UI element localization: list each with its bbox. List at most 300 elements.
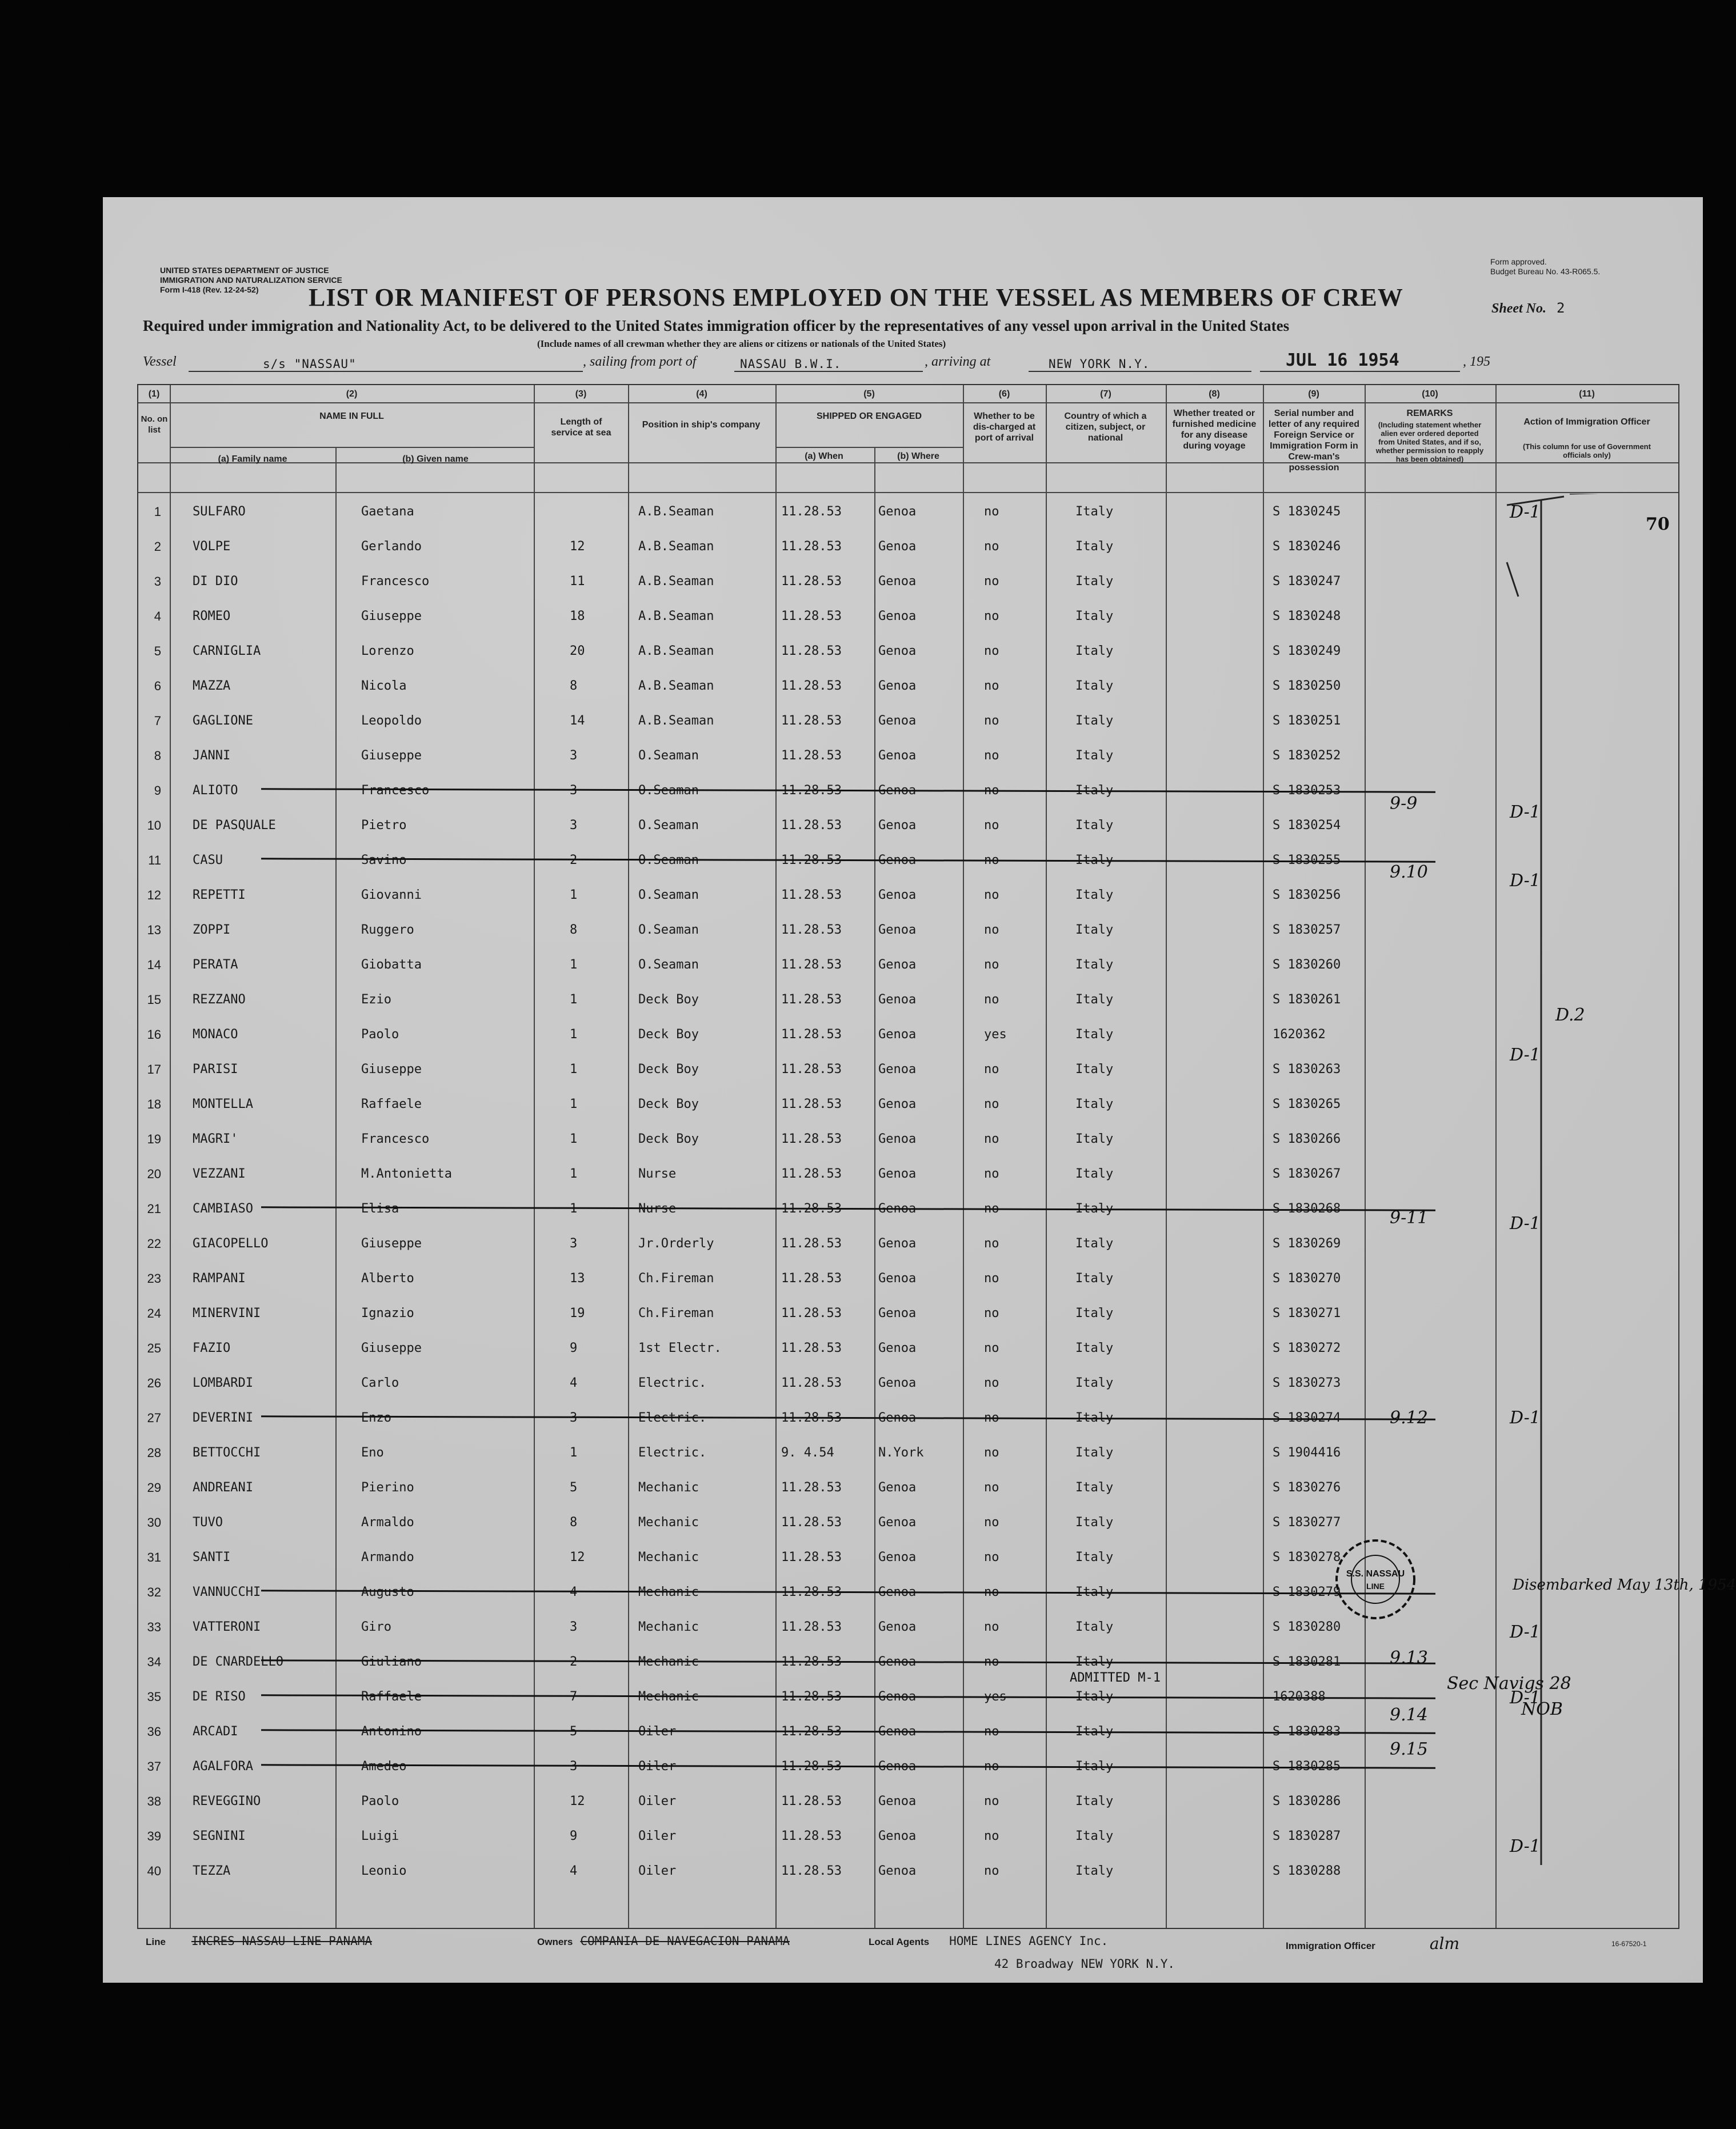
cell-when: 11.28.53 (781, 749, 842, 763)
cell-country: Italy (1075, 1864, 1114, 1878)
table-row (138, 1156, 1678, 1190)
cell-country: Italy (1075, 574, 1114, 589)
table-row (138, 1121, 1678, 1155)
cell-length: 1 (570, 1132, 578, 1146)
cell-given: Giovanni (361, 888, 422, 902)
strike-line (261, 1206, 1435, 1211)
cell-discharged: no (984, 574, 999, 589)
table-row (138, 912, 1678, 946)
sailing-port: NASSAU B.W.I. (740, 357, 842, 371)
cell-discharged: no (984, 609, 999, 623)
punch-hole (69, 1723, 98, 1752)
punch-hole (69, 811, 98, 841)
cell-where: Genoa (878, 888, 917, 902)
cell-discharged: no (984, 539, 999, 554)
cell-no: 24 (147, 1306, 161, 1320)
cell-given: Paolo (361, 1027, 399, 1042)
cell-family: SEGNINI (193, 1829, 246, 1843)
cell-given: Leopoldo (361, 714, 422, 728)
cell-position: Deck Boy (638, 1132, 699, 1146)
cell-country: Italy (1075, 1446, 1114, 1460)
cell-no: 16 (147, 1027, 161, 1042)
cell-when: 11.28.53 (781, 1376, 842, 1390)
cell-family: ARCADI (193, 1724, 238, 1739)
action-d1: D-1 (1510, 1045, 1541, 1065)
cell-country: Italy (1075, 1480, 1114, 1495)
cell-position: O.Seaman (638, 818, 699, 833)
cell-serial: S 1830248 (1273, 609, 1341, 623)
cell-serial: S 1830245 (1273, 505, 1341, 519)
action-d1: D-1 (1510, 1836, 1541, 1856)
cell-no: 40 (147, 1864, 161, 1878)
cell-discharged: no (984, 1550, 999, 1564)
cell-family: CARNIGLIA (193, 644, 261, 658)
cell-family: ZOPPI (193, 923, 231, 937)
cell-given: Gerlando (361, 539, 422, 554)
col-index-3: (3) (575, 389, 587, 399)
col-serial: Serial number and letter of any required Foreign Service or Immigration Form in Crew-man's possession (1268, 409, 1360, 473)
table-row (138, 1017, 1678, 1051)
cell-when: 11.28.53 (781, 923, 842, 937)
cell-no: 3 (154, 574, 161, 589)
cell-serial: S 1830254 (1273, 818, 1341, 833)
remark-row-9: 9-9 (1390, 794, 1418, 814)
table-row (138, 703, 1678, 737)
cell-given: Giuseppe (361, 749, 422, 763)
cell-no: 14 (147, 958, 161, 972)
cell-discharged: no (984, 1376, 999, 1390)
cell-where: Genoa (878, 1864, 917, 1878)
col-remarks-note: (Including statement whether alien ever ordered deported from United States, and if so, whether permission to reapply has been obtained) (1375, 421, 1484, 463)
cell-given: Francesco (361, 1132, 430, 1146)
cell-position: Oiler (638, 1829, 677, 1843)
cell-no: 36 (147, 1724, 161, 1739)
cell-discharged: no (984, 1271, 999, 1286)
cell-no: 23 (147, 1271, 161, 1286)
cell-position: Deck Boy (638, 1097, 699, 1111)
cell-discharged: no (984, 958, 999, 972)
col-index-8: (8) (1209, 389, 1220, 399)
cell-when: 11.28.53 (781, 888, 842, 902)
cell-position: A.B.Seaman (638, 505, 714, 519)
strike-line (261, 1590, 1435, 1594)
cell-serial: S 1830247 (1273, 574, 1341, 589)
cell-position: O.Seaman (638, 888, 699, 902)
cell-country: Italy (1075, 888, 1114, 902)
cell-length: 3 (570, 749, 578, 763)
page-title: LIST OR MANIFEST OF PERSONS EMPLOYED ON THE VESSEL AS MEMBERS OF CREW (309, 283, 1403, 311)
cell-position: Ch.Fireman (638, 1271, 714, 1286)
cell-position: Deck Boy (638, 1027, 699, 1042)
cell-family: REPETTI (193, 888, 246, 902)
col-where: (b) Where (897, 451, 939, 461)
cell-where: Genoa (878, 505, 917, 519)
cell-discharged: no (984, 1341, 999, 1355)
cell-serial: S 1830246 (1273, 539, 1341, 554)
remark-row-32: Disembarked May 13th, 1954 (1513, 1576, 1736, 1594)
action-d1: D-1 (1510, 502, 1541, 522)
action-d1: D-1 (1510, 1622, 1541, 1642)
cell-position: 1st Electr. (638, 1341, 722, 1355)
cell-when: 11.28.53 (781, 1132, 842, 1146)
svg-text:LINE: LINE (1366, 1582, 1385, 1591)
cell-serial: S 1830261 (1273, 993, 1341, 1007)
cell-discharged: no (984, 505, 999, 519)
table-row (138, 1400, 1678, 1434)
strike-line (261, 1729, 1435, 1734)
cell-discharged: no (984, 993, 999, 1007)
cell-given: Armando (361, 1550, 414, 1564)
col-index-1: (1) (148, 389, 160, 399)
cell-discharged: no (984, 1480, 999, 1495)
table-row (138, 1051, 1678, 1086)
cell-country: Italy (1075, 609, 1114, 623)
cell-where: Genoa (878, 714, 917, 728)
crew-table (137, 384, 1736, 1929)
footer-agents-address: 42 Broadway NEW YORK N.Y. (994, 1957, 1175, 1971)
cell-position: Jr.Orderly (638, 1236, 714, 1251)
col-index-6: (6) (998, 389, 1010, 399)
table-row (138, 598, 1678, 633)
cell-position: A.B.Seaman (638, 539, 714, 554)
cell-given: Amedeo (361, 1759, 407, 1774)
cell-given: Ezio (361, 993, 391, 1007)
cell-discharged: no (984, 1236, 999, 1251)
cell-length: 13 (570, 1271, 585, 1286)
table-row (138, 807, 1678, 842)
cell-family: MONACO (193, 1027, 238, 1042)
cell-no: 12 (147, 888, 161, 902)
cell-no: 33 (147, 1620, 161, 1634)
cell-family: RAMPANI (193, 1271, 246, 1286)
cell-discharged: no (984, 1132, 999, 1146)
cell-family: CAMBIASO (193, 1202, 253, 1216)
cell-family: REVEGGINO (193, 1794, 261, 1808)
cell-no: 21 (147, 1202, 161, 1216)
cell-no: 25 (147, 1341, 161, 1355)
cell-family: MONTELLA (193, 1097, 253, 1111)
cell-family: PARISI (193, 1062, 238, 1076)
cell-where: Genoa (878, 539, 917, 554)
cell-when: 11.28.53 (781, 1620, 842, 1634)
cell-given: Enzo (361, 1411, 391, 1425)
cell-no: 10 (147, 818, 161, 833)
table-row (138, 633, 1678, 667)
cell-given: Raffaele (361, 1097, 422, 1111)
cell-length: 9 (570, 1341, 578, 1355)
cell-family: PERATA (193, 958, 238, 972)
punch-hole (69, 1846, 98, 1875)
cell-when: 11.28.53 (781, 1829, 842, 1843)
cell-when: 11.28.53 (781, 1341, 842, 1355)
cell-no: 29 (147, 1480, 161, 1495)
strike-line (261, 1415, 1435, 1420)
cell-country: Italy (1075, 1062, 1114, 1076)
punch-hole (69, 1551, 98, 1581)
cell-family: DE RISO (193, 1690, 246, 1704)
remark-row-11: 9.10 (1390, 862, 1428, 882)
cell-serial: S 1830267 (1273, 1167, 1341, 1181)
table-row (138, 1539, 1678, 1574)
cell-where: Genoa (878, 1027, 917, 1042)
cell-given: Giuseppe (361, 1062, 422, 1076)
col-shipped: SHIPPED OR ENGAGED (816, 411, 922, 421)
cell-length: 3 (570, 818, 578, 833)
print-code: 16-67520-1 (1611, 1940, 1647, 1948)
cell-country: Italy (1075, 993, 1114, 1007)
cell-discharged: no (984, 923, 999, 937)
cell-length: 18 (570, 609, 585, 623)
cell-position: A.B.Seaman (638, 679, 714, 693)
table-row (138, 1470, 1678, 1504)
table-row (138, 494, 1678, 528)
cell-where: Genoa (878, 1236, 917, 1251)
cell-position: O.Seaman (638, 958, 699, 972)
table-row (138, 947, 1678, 981)
table-row (138, 1748, 1678, 1783)
cell-when: 9. 4.54 (781, 1446, 834, 1460)
table-row (138, 1714, 1678, 1748)
cell-country: Italy (1075, 1097, 1114, 1111)
table-row (138, 1226, 1678, 1260)
cell-where: Genoa (878, 958, 917, 972)
col-action: Action of Immigration Officer (1523, 417, 1650, 427)
cell-serial: S 1904416 (1273, 1446, 1341, 1460)
cell-when: 11.28.53 (781, 1794, 842, 1808)
cell-serial: S 1830266 (1273, 1132, 1341, 1146)
cell-discharged: no (984, 1829, 999, 1843)
col-medicine: Whether treated or furnished medicine for any disease during voyage (1172, 409, 1257, 451)
cell-family: FAZIO (193, 1341, 231, 1355)
action-d1: D-1 (1510, 871, 1541, 891)
cell-where: Genoa (878, 1271, 917, 1286)
table-row (138, 529, 1678, 563)
cell-family: ROMEO (193, 609, 231, 623)
cell-given: Savino (361, 853, 407, 867)
service: IMMIGRATION AND NATURALIZATION SERVICE (160, 275, 342, 285)
cell-given: Ignazio (361, 1306, 414, 1320)
cell-given: Elisa (361, 1202, 399, 1216)
cell-given: Carlo (361, 1376, 399, 1390)
cell-serial: S 1830286 (1273, 1794, 1341, 1808)
col-position: Position in ship's company (642, 420, 761, 430)
cell-position: A.B.Seaman (638, 644, 714, 658)
cell-where: Genoa (878, 1550, 917, 1564)
cell-discharged: no (984, 1794, 999, 1808)
cell-family: VANNUCCHI (193, 1585, 261, 1599)
cell-length: 9 (570, 1829, 578, 1843)
cell-given: Francesco (361, 574, 430, 589)
footer-agents: Local Agents HOME LINES AGENCY Inc. (869, 1934, 1109, 1948)
cell-serial: S 1830263 (1273, 1062, 1341, 1076)
cell-where: Genoa (878, 1376, 917, 1390)
cell-serial: S 1830260 (1273, 958, 1341, 972)
col-index-9: (9) (1308, 389, 1319, 399)
cell-family: BETTOCCHI (193, 1446, 261, 1460)
subtitle: Required under immigration and Nationality Act, to be delivered to the United States immigration officer by the representatives of any vessel upon arrival in the United States (143, 317, 1290, 334)
table-row (138, 1818, 1678, 1852)
strike-line (261, 1659, 1435, 1664)
cell-no: 30 (147, 1515, 161, 1530)
cell-serial: S 1830280 (1273, 1620, 1341, 1634)
cell-discharged: yes (984, 1027, 1007, 1042)
cell-family: DE CNARDELLO (193, 1655, 283, 1669)
punch-hole (69, 431, 98, 461)
cell-position: Deck Boy (638, 1062, 699, 1076)
table-row (138, 1644, 1678, 1678)
cell-length: 12 (570, 539, 585, 554)
cell-when: 11.28.53 (781, 1027, 842, 1042)
form-header-right (1490, 257, 1600, 277)
table-row (138, 1504, 1678, 1539)
cell-country: Italy (1075, 644, 1114, 658)
cell-discharged: no (984, 818, 999, 833)
action-d1: D-1 (1510, 1688, 1541, 1708)
strike-line (261, 1694, 1435, 1699)
cell-position: Mechanic (638, 1480, 699, 1495)
svg-text:S.S. NASSAU: S.S. NASSAU (1346, 1569, 1405, 1579)
cell-serial: S 1830256 (1273, 888, 1341, 902)
cell-country: Italy (1075, 1376, 1114, 1390)
footer-owners: Owners COMPANIA DE NAVEGACION PANAMA (537, 1934, 790, 1948)
cell-family: MINERVINI (193, 1306, 261, 1320)
cell-serial: S 1830252 (1273, 749, 1341, 763)
cell-serial: S 1830269 (1273, 1236, 1341, 1251)
cell-where: N.York (878, 1446, 924, 1460)
cell-family: ALIOTO (193, 783, 238, 798)
punch-hole (69, 1420, 98, 1450)
cell-given: Giuseppe (361, 1236, 422, 1251)
cell-family: GAGLIONE (193, 714, 253, 728)
cell-country: Italy (1075, 1167, 1114, 1181)
cell-where: Genoa (878, 1341, 917, 1355)
cell-length: 20 (570, 644, 585, 658)
arrival-port: NEW YORK N.Y. (1049, 357, 1150, 371)
cell-position: Electric. (638, 1376, 707, 1390)
cell-no: 28 (147, 1446, 161, 1460)
cell-where: Genoa (878, 749, 917, 763)
cell-no: 35 (147, 1690, 161, 1704)
col-discharged: Whether to be dis-charged at port of arrival (973, 411, 1036, 443)
cell-given: Giuseppe (361, 1341, 422, 1355)
cell-family: SANTI (193, 1550, 231, 1564)
cell-serial: S 1830271 (1273, 1306, 1341, 1320)
col-given-name: (b) Given name (402, 454, 469, 464)
cell-when: 11.28.53 (781, 644, 842, 658)
cell-serial: S 1830277 (1273, 1515, 1341, 1530)
cell-where: Genoa (878, 1167, 917, 1181)
cell-length: 1 (570, 1167, 578, 1181)
cell-when: 11.28.53 (781, 1515, 842, 1530)
table-row (138, 1783, 1678, 1818)
cell-given: Giuliano (361, 1655, 422, 1669)
cell-discharged: no (984, 888, 999, 902)
cell-when: 11.28.53 (781, 1097, 842, 1111)
table-row (138, 668, 1678, 702)
cell-no: 8 (154, 749, 161, 763)
remark-row-35: Sec Navigs 28 (1447, 1674, 1571, 1694)
cell-serial: S 1830276 (1273, 1480, 1341, 1495)
cell-serial: S 1830257 (1273, 923, 1341, 937)
sailing-label: , sailing from port of (583, 354, 697, 369)
cell-country: Italy (1075, 1794, 1114, 1808)
cell-discharged: no (984, 1864, 999, 1878)
action-d2: D.2 (1555, 1005, 1585, 1025)
table-row (138, 982, 1678, 1016)
cell-discharged: no (984, 679, 999, 693)
cell-family: JANNI (193, 749, 231, 763)
cell-when: 11.28.53 (781, 1062, 842, 1076)
col-name: NAME IN FULL (319, 411, 384, 421)
cell-position: Ch.Fireman (638, 1306, 714, 1320)
cell-country: Italy (1075, 1027, 1114, 1042)
cell-length: 4 (570, 1376, 578, 1390)
cell-family: CASU (193, 853, 223, 867)
cell-where: Genoa (878, 1620, 917, 1634)
cell-length: 1 (570, 1097, 578, 1111)
cell-given: Luigi (361, 1829, 399, 1843)
cell-family: VOLPE (193, 539, 231, 554)
manifest-sheet (103, 197, 1736, 1983)
cell-length: 3 (570, 1620, 578, 1634)
col-index-7: (7) (1100, 389, 1111, 399)
col-index-11: (11) (1579, 389, 1595, 399)
cell-no: 4 (154, 609, 161, 623)
cell-when: 11.28.53 (781, 1480, 842, 1495)
cell-length: 19 (570, 1306, 585, 1320)
cell-given: M.Antonietta (361, 1167, 452, 1181)
table-row (138, 1365, 1678, 1399)
remark-row-34: 9.13 (1390, 1648, 1428, 1668)
cell-no: 18 (147, 1097, 161, 1111)
strike-line (261, 858, 1435, 862)
cell-when: 11.28.53 (781, 539, 842, 554)
form-revision: Form I-418 (Rev. 12-24-52) (160, 285, 259, 294)
cell-discharged: no (984, 1167, 999, 1181)
cell-country: Italy (1075, 1271, 1114, 1286)
cell-position: Electric. (638, 1446, 707, 1460)
col-index-5: (5) (863, 389, 875, 399)
cell-no: 2 (154, 539, 161, 554)
table-row (138, 773, 1678, 807)
cell-position: Nurse (638, 1167, 677, 1181)
cell-serial: S 1830272 (1273, 1341, 1341, 1355)
cell-country: Italy (1075, 1620, 1114, 1634)
cell-serial: S 1830288 (1273, 1864, 1341, 1878)
cell-where: Genoa (878, 1097, 917, 1111)
cell-family: TEZZA (193, 1864, 231, 1878)
punch-hole (69, 334, 98, 364)
cell-length: 1 (570, 1027, 578, 1042)
cell-when: 11.28.53 (781, 574, 842, 589)
cell-no: 7 (154, 714, 161, 728)
cell-where: Genoa (878, 679, 917, 693)
cell-no: 22 (147, 1236, 161, 1251)
table-row (138, 842, 1678, 877)
cell-given: Nicola (361, 679, 407, 693)
cell-family: GIACOPELLO (193, 1236, 269, 1251)
cell-where: Genoa (878, 609, 917, 623)
cell-serial: S 1830249 (1273, 644, 1341, 658)
cell-length: 8 (570, 923, 578, 937)
table-row (138, 1435, 1678, 1469)
cell-given: Giobatta (361, 958, 422, 972)
cell-given: Paolo (361, 1794, 399, 1808)
cell-country: Italy (1075, 749, 1114, 763)
col-index-10: (10) (1422, 389, 1438, 399)
cell-discharged: no (984, 644, 999, 658)
cell-where: Genoa (878, 1306, 917, 1320)
